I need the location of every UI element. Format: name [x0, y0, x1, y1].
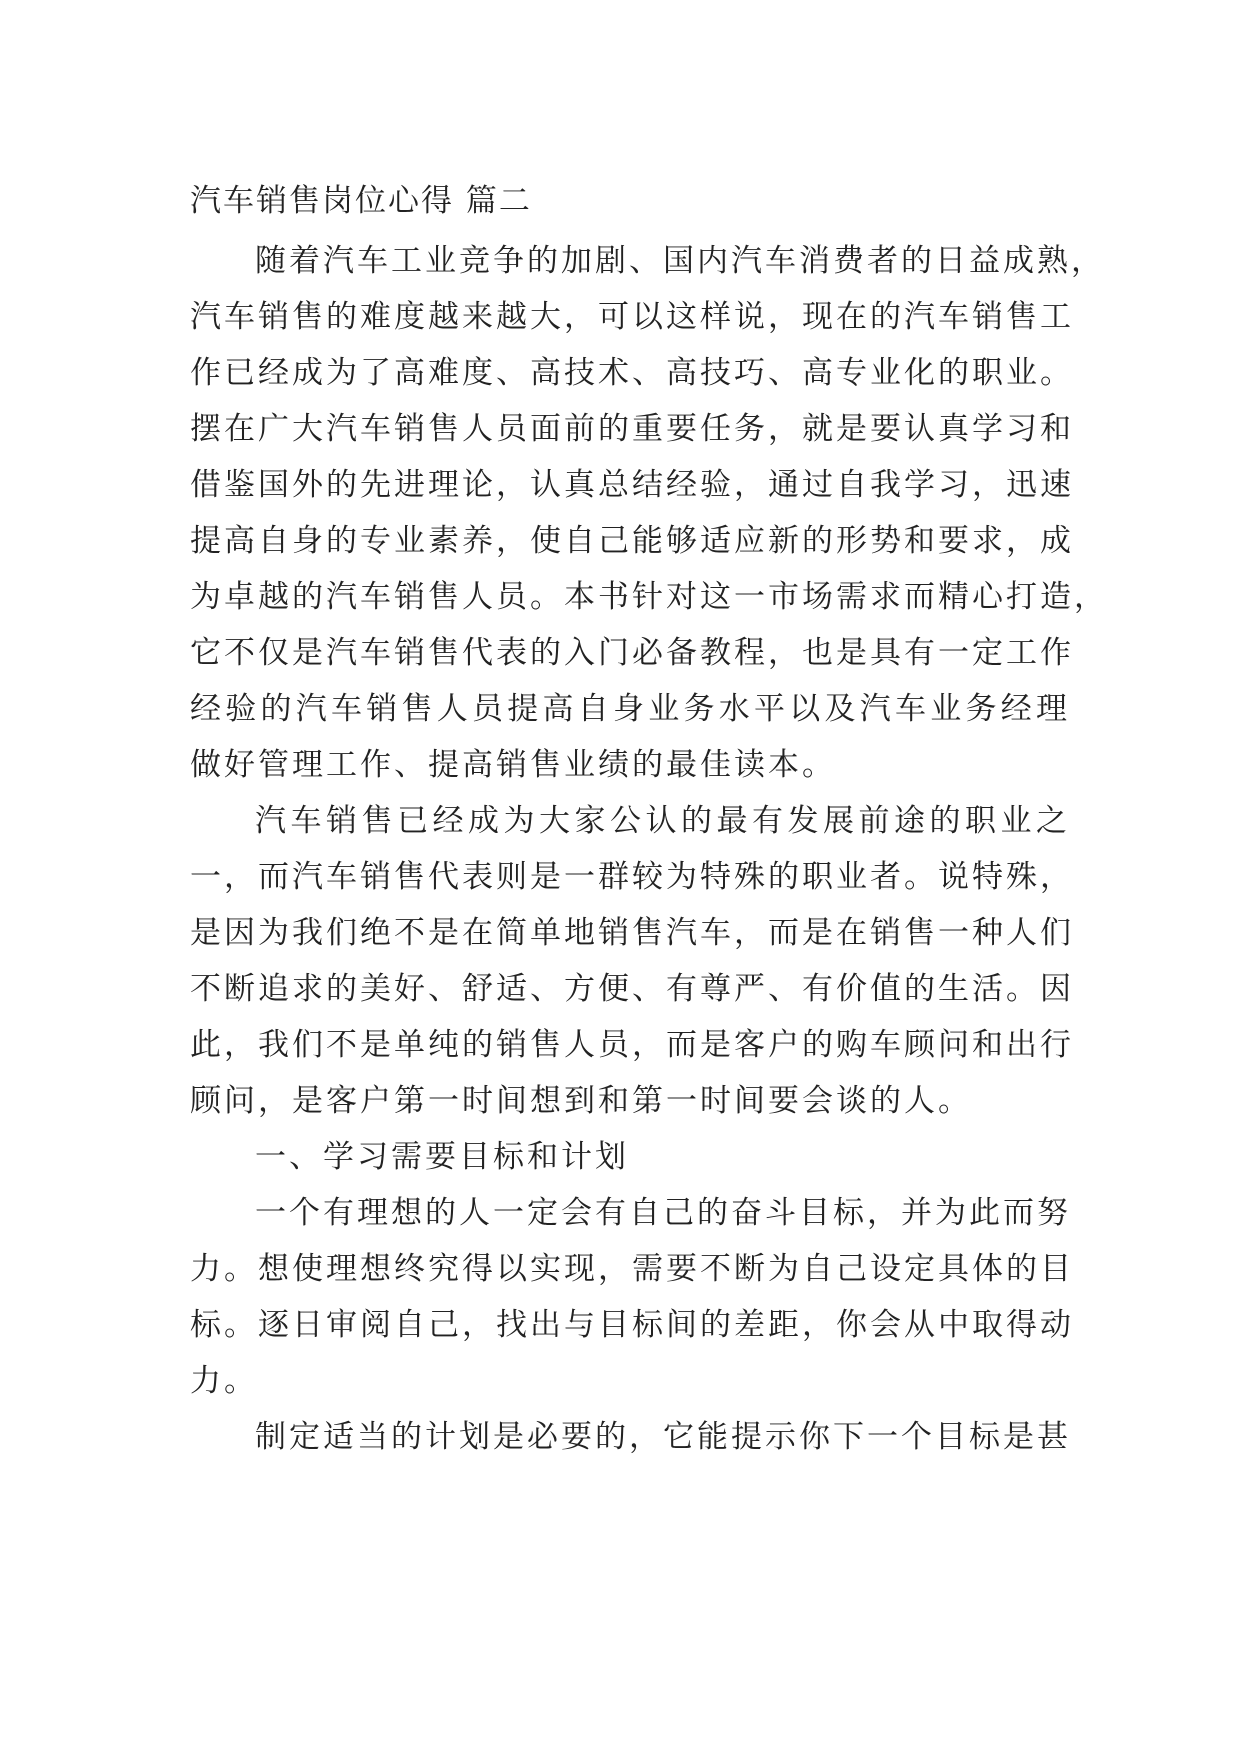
paragraph-line: 提高自身的专业素养，使自己能够适应新的形势和要求，成	[190, 523, 1074, 559]
paragraph-line: 标。逐日审阅自己，找出与目标间的差距，你会从中取得动	[190, 1307, 1074, 1343]
paragraph-line: 是因为我们绝不是在简单地销售汽车，而是在销售一种人们	[190, 915, 1074, 951]
paragraph-line: 顾问，是客户第一时间想到和第一时间要会谈的人。	[190, 1083, 972, 1119]
section-heading: 一、学习需要目标和计划	[255, 1139, 629, 1175]
paragraph-line: 此，我们不是单纯的销售人员，而是客户的购车顾问和出行	[190, 1027, 1074, 1063]
paragraph-line: 作已经成为了高难度、高技术、高技巧、高专业化的职业。	[190, 355, 1074, 391]
paragraph-line: 经验的汽车销售人员提高自身业务水平以及汽车业务经理	[190, 691, 1070, 727]
paragraph-line: 为卓越的汽车销售人员。本书针对这一市场需求而精心打造，	[190, 579, 1108, 615]
paragraph-line: 力。想使理想终究得以实现，需要不断为自己设定具体的目	[190, 1251, 1074, 1287]
paragraph-line: 不断追求的美好、舒适、方便、有尊严、有价值的生活。因	[190, 971, 1074, 1007]
paragraph-line: 做好管理工作、提高销售业绩的最佳读本。	[190, 747, 836, 783]
paragraph-line: 它不仅是汽车销售代表的入门必备教程，也是具有一定工作	[190, 635, 1074, 671]
paragraph-line: 制定适当的计划是必要的，它能提示你下一个目标是甚	[255, 1419, 1071, 1455]
paragraph-line: 力。	[190, 1363, 258, 1399]
paragraph-line: 摆在广大汽车销售人员面前的重要任务，就是要认真学习和	[190, 411, 1074, 447]
document-title: 汽车销售岗位心得 篇二	[190, 183, 532, 219]
paragraph-line: 随着汽车工业竞争的加剧、国内汽车消费者的日益成熟，	[255, 243, 1105, 279]
paragraph-line: 汽车销售的难度越来越大，可以这样说，现在的汽车销售工	[190, 299, 1074, 335]
paragraph-line: 一，而汽车销售代表则是一群较为特殊的职业者。说特殊，	[190, 859, 1074, 895]
paragraph-line: 汽车销售已经成为大家公认的最有发展前途的职业之	[255, 803, 1070, 839]
paragraph-line: 借鉴国外的先进理论，认真总结经验，通过自我学习，迅速	[190, 467, 1074, 503]
paragraph-line: 一个有理想的人一定会有自己的奋斗目标，并为此而努	[255, 1195, 1071, 1231]
